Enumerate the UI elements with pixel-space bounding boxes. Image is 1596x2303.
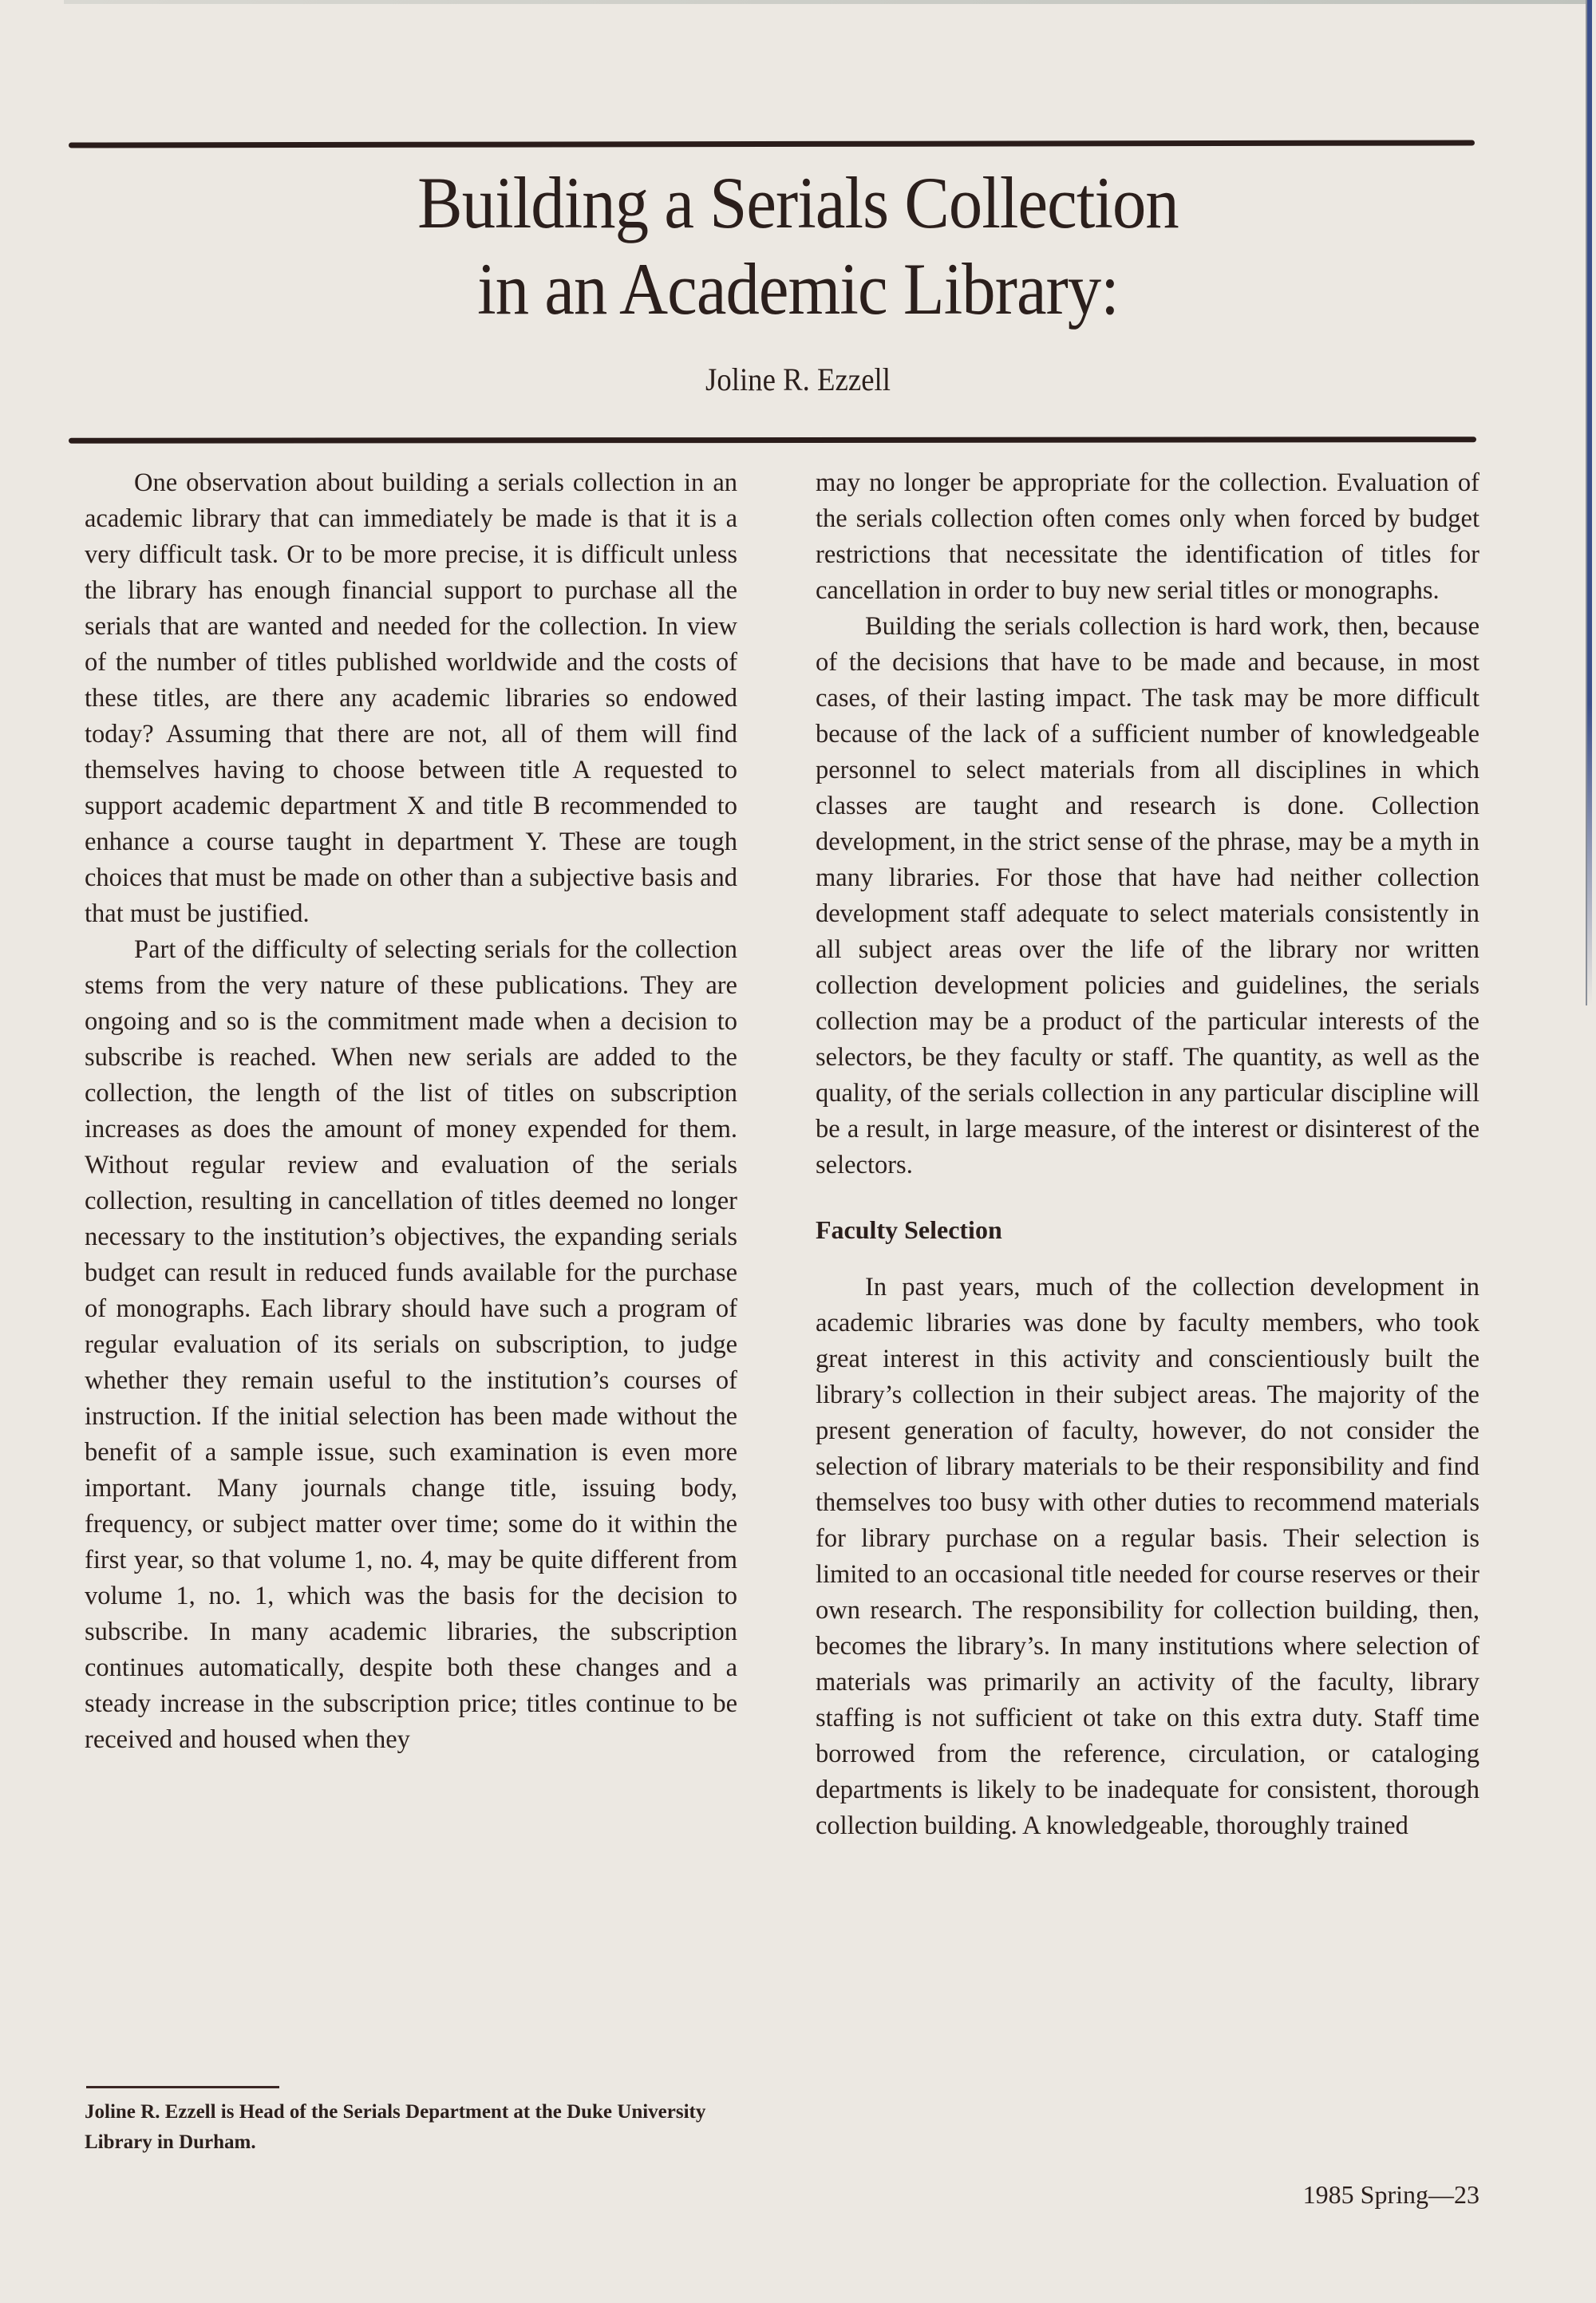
title-bottom-rule: [69, 437, 1476, 444]
body-paragraph: may no longer be appropriate for the collection. Evaluation of the serials collection often comes only when forced by budget restrictions that necessitate the identification of titles for cancellation in order to buy new serial titles or monographs.: [816, 468, 1479, 605]
right-column: [816, 465, 1479, 1844]
article-title: [64, 160, 1532, 332]
body-paragraph: One observation about building a serials collection in an academic library that can immediately be made is that it is a very difficult task. Or to be more precise, it is difficult unless the library has enough financial support to purchase all the serials that are wanted and needed for the collection. In view of the number of titles published worldwide and the costs of these titles, are there any academic libraries so endowed today? Assuming that there are not, all of them will find themselves having to choose between title A requested to support academic department X and title B recommended to enhance a course taught in department Y. These are tough choices that must be made on other than a subjective basis and that must be justified.: [85, 468, 737, 928]
footnote-divider: [86, 2086, 279, 2088]
body-paragraph: Building the serials collection is hard work, then, because of the decisions that have to be made and because, in most cases, of their lasting impact. The task may be more difficult because of the lack of a sufficient number of knowledgeable personnel to select materials from all disciplines in which classes are taught and research is done. Collection development, in the strict sense of the phrase, may be a myth in many libraries. For those that have had neither collection development staff adequate to select materials consistently in all subject areas over the life of the library nor written collection development policies and guidelines, the serials collection may be a product of the particular interests of the selectors, be they faculty or staff. The quantity, as well as the quality, of the serials collection in any particular discipline will be a result, in large measure, of the interest or disinterest of the selectors.: [816, 612, 1479, 1179]
title-line-1: Building a Serials Collection: [417, 162, 1179, 243]
title-line-2: in an Academic Library:: [477, 248, 1119, 330]
scan-side-edge: [1586, 0, 1592, 1005]
title-top-rule: [69, 140, 1475, 148]
body-paragraph: Part of the difficulty of selecting serials for the collection stems from the very nature of these publications. They are ongoing and so is the commitment made when a decision to subscribe is reached. When new serials are added to the collection, the length of the list of titles on subscription increases as does the amount of money expended for them. Without regular review and evaluation of the serials collection, resulting in cancellation of titles deemed no longer necessary to the institution’s objectives, the expanding serials budget can result in reduced funds available for the purchase of monographs. Each library should have such a program of regular evaluation of its serials on subscription, to judge whether they remain useful to the institution’s courses of instruction. If the initial selection has been made without the benefit of a sample issue, such examination is even more important. Many journals change title, issuing body, frequency, or subject matter over time; some do it within the first year, so that volume 1, no. 4, may be quite different from volume 1, no. 1, which was the basis for the decision to subscribe. In many academic libraries, the subscription continues automatically, despite both these changes and a steady increase in the subscription price; titles continue to be received and housed when they: [85, 935, 737, 1754]
left-column: [85, 465, 737, 1758]
page-folio: 1985 Spring—23: [1302, 2180, 1479, 2209]
scan-top-edge: [64, 0, 1588, 4]
section-heading: Faculty Selection: [816, 1215, 1002, 1244]
author-byline: Joline R. Ezzell: [705, 361, 891, 397]
author-footnote: Joline R. Ezzell is Head of the Serials Department at the Duke University Library in Durham.: [85, 2101, 706, 2153]
body-paragraph: In past years, much of the collection development in academic libraries was done by faculty members, who took great interest in this activity and conscientiously built the library’s collection in their subject areas. The majority of the present generation of faculty, however, do not consider the selection of library materials to be their responsibility and find themselves too busy with other duties to recommend materials for library purchase on a regular basis. Their selection is limited to an occasional title needed for course reserves or their own research. The responsibility for collection building, then, becomes the library’s. In many institutions where selection of materials was primarily an activity of the faculty, library staffing is not sufficient ot take on this extra duty. Staff time borrowed from the reference, circulation, or cataloging departments is likely to be inadequate for consistent, thorough collection building. A knowledgeable, thoroughly trained: [816, 1273, 1479, 1840]
